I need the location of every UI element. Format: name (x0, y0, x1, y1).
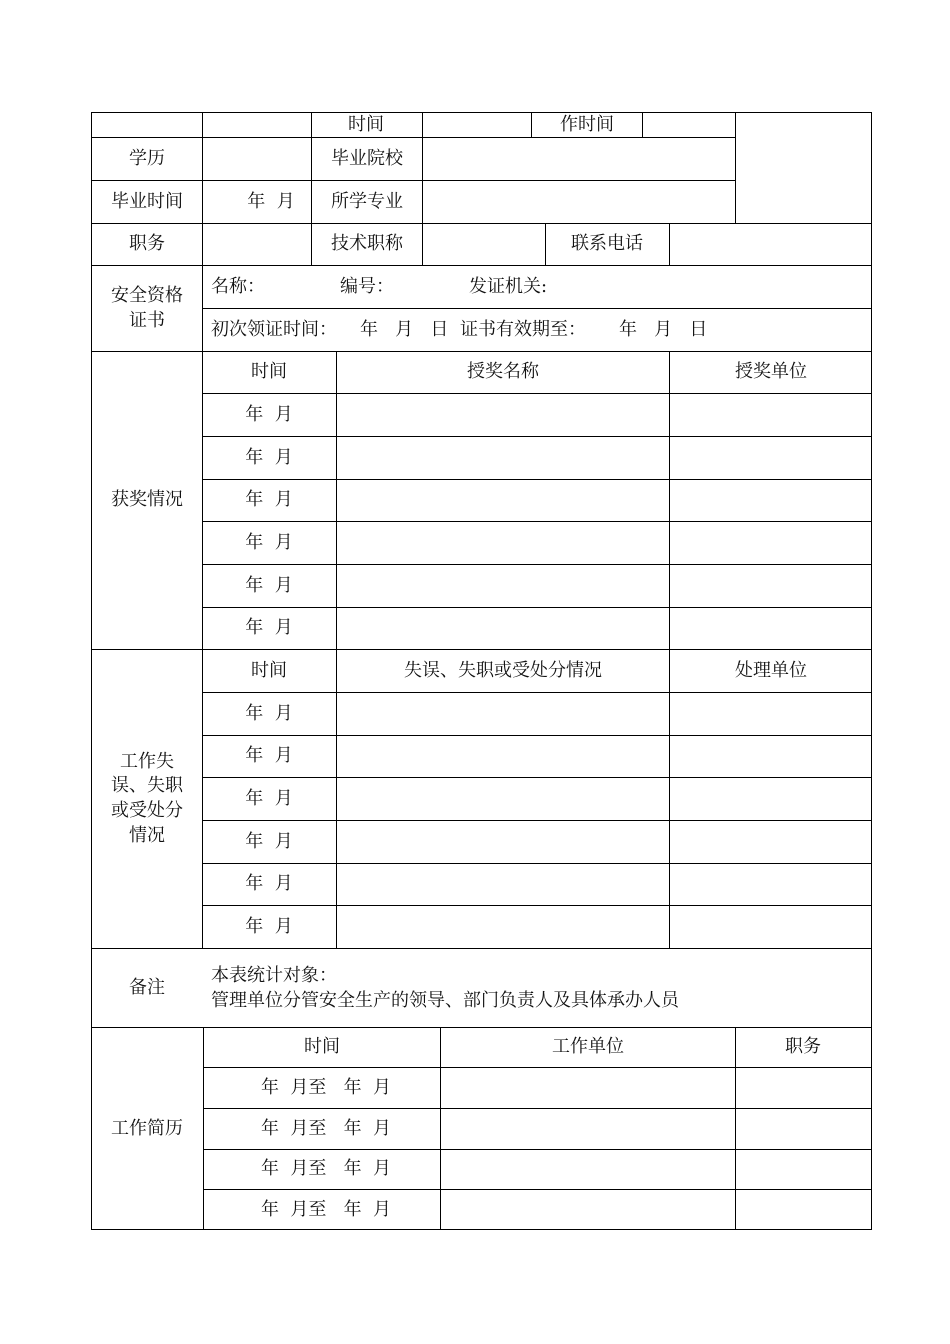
work-history-header-unit: 工作单位 (552, 1036, 624, 1057)
awards-header-unit: 授奖单位 (735, 361, 807, 382)
education-label: 学历 (129, 148, 165, 169)
major-field[interactable] (423, 181, 735, 223)
awards-row-time[interactable]: 年 月 (245, 404, 293, 425)
mistakes-label-line2: 误、失职 (111, 775, 183, 796)
technical-title-label: 技术职称 (331, 233, 403, 254)
valid-until-date[interactable]: 年 月 日 (619, 319, 708, 340)
awards-row-time[interactable]: 年 月 (245, 532, 293, 553)
certificate-number-label: 编号： (340, 276, 394, 297)
mistakes-label-line3: 或受处分 (111, 800, 183, 821)
field-row1-b[interactable] (203, 113, 311, 137)
major-label: 所学专业 (331, 191, 403, 212)
first-issue-date[interactable]: 年 月 日 (360, 319, 449, 340)
first-issue-label: 初次领证时间： (211, 319, 337, 340)
position-label: 职务 (129, 233, 165, 254)
phone-field[interactable] (670, 224, 871, 265)
mistakes-header-time: 时间 (251, 660, 287, 681)
mistakes-row-time[interactable]: 年 月 (245, 745, 293, 766)
awards-header-name: 授奖名称 (467, 361, 539, 382)
work-history-header-position: 职务 (785, 1036, 821, 1057)
field-row1-a[interactable] (92, 113, 202, 137)
mistakes-row-time[interactable]: 年 月 (245, 916, 293, 937)
field-row1-d[interactable] (643, 113, 735, 137)
certificate-label-line1: 安全资格 (111, 285, 183, 306)
phone-label: 联系电话 (571, 233, 643, 254)
mistakes-row-time[interactable]: 年 月 (245, 703, 293, 724)
work-history-label: 工作简历 (111, 1118, 183, 1139)
education-field[interactable] (203, 138, 311, 180)
work-history-row-period[interactable]: 年 月至 年 月 (260, 1118, 392, 1139)
school-field[interactable] (423, 138, 735, 180)
work-history-row-period[interactable]: 年 月至 年 月 (260, 1199, 392, 1220)
mistakes-row-time[interactable]: 年 月 (245, 873, 293, 894)
awards-header-time: 时间 (251, 361, 287, 382)
mistakes-label-line4: 情况 (129, 825, 165, 846)
technical-title-field[interactable] (423, 224, 545, 265)
field-row1-c[interactable] (423, 113, 531, 137)
mistakes-row-time[interactable]: 年 月 (245, 788, 293, 809)
awards-row-time[interactable]: 年 月 (245, 489, 293, 510)
graduation-time-label: 毕业时间 (111, 191, 183, 212)
mistakes-row-time[interactable]: 年 月 (245, 831, 293, 852)
header-work-time-label: 作时间 (560, 114, 614, 135)
remarks-label: 备注 (129, 977, 165, 998)
photo-box[interactable] (735, 113, 871, 223)
remarks-line1: 本表统计对象： (211, 965, 337, 986)
certificate-name-label: 名称： (211, 276, 265, 297)
header-time-label: 时间 (348, 114, 384, 135)
mistakes-header-unit: 处理单位 (735, 660, 807, 681)
position-field[interactable] (203, 224, 311, 265)
certificate-label-line2: 证书 (129, 310, 165, 331)
remarks-line2: 管理单位分管安全生产的领导、部门负责人及具体承办人员 (211, 990, 679, 1011)
mistakes-header-detail: 失误、失职或受处分情况 (404, 660, 602, 681)
awards-row-time[interactable]: 年 月 (245, 447, 293, 468)
work-history-row-period[interactable]: 年 月至 年 月 (260, 1077, 392, 1098)
certificate-issuer-label: 发证机关: (469, 276, 548, 297)
work-history-row-period[interactable]: 年 月至 年 月 (260, 1158, 392, 1179)
valid-until-label: 证书有效期至： (460, 319, 586, 340)
mistakes-label-line1: 工作失 (120, 751, 174, 772)
awards-row-time[interactable]: 年 月 (245, 575, 293, 596)
graduation-time-field[interactable]: 年 月 (247, 191, 295, 212)
work-history-header-time: 时间 (304, 1036, 340, 1057)
school-label: 毕业院校 (331, 148, 403, 169)
awards-row-time[interactable]: 年 月 (245, 617, 293, 638)
awards-label: 获奖情况 (111, 489, 183, 510)
